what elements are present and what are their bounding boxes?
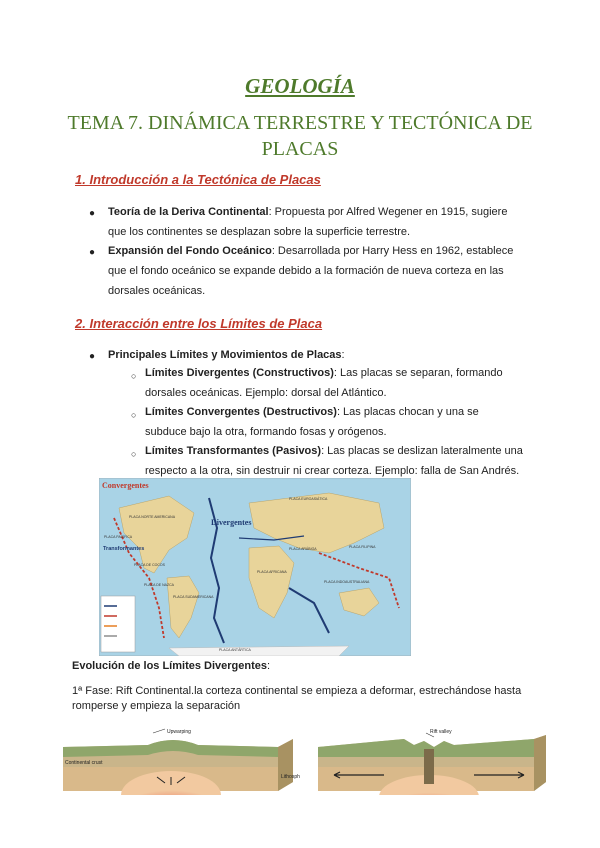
rift-fault bbox=[424, 749, 434, 784]
plate-label: PLACA SUDAMERICANA bbox=[173, 595, 214, 599]
antarctica-shape bbox=[169, 646, 349, 656]
label-pointer bbox=[153, 729, 165, 733]
list-item-term: Principales Límites y Movimientos de Placas bbox=[108, 349, 342, 361]
list-item-term: Teoría de la Deriva Continental bbox=[108, 206, 269, 218]
phase-1-text: 1ª Fase: Rift Continental.la corteza continental se empieza a deformar, estrechándose hasta romperse y empieza la separación bbox=[72, 685, 522, 712]
sub-bullet-circle: ○ bbox=[131, 371, 137, 381]
list-item-term: Expansión del Fondo Oceánico bbox=[108, 245, 272, 257]
plate-label: PLACA DE NAZCA bbox=[144, 583, 174, 587]
list-item bbox=[108, 241, 523, 301]
list-item-text: : Propuesta por Alfred Wegener en 1915, sugiere que los continentes se desplazan sobre la superficie terrestre. bbox=[108, 206, 508, 238]
plate-label: PLACA FILIPINA bbox=[349, 545, 376, 549]
sub-bullet-circle: ○ bbox=[131, 410, 137, 420]
list-item bbox=[108, 345, 523, 365]
label-rift-valley: Rift valley bbox=[430, 729, 452, 735]
upwarping-diagram bbox=[53, 727, 301, 795]
list-item-text: : Desarrollada por Harry Hess en 1962, establece que el fondo oceánico se expande debido a la formación de nueva corteza en las dorsales oceánicas. bbox=[108, 245, 514, 297]
sub-bullet-circle: ○ bbox=[131, 449, 137, 459]
plate-label: PLACA INDOAUSTRALIANA bbox=[324, 580, 370, 584]
bullet-dot: ● bbox=[89, 208, 96, 219]
list-item-colon: : bbox=[341, 349, 345, 361]
label-upwarping: Upwarping bbox=[167, 729, 191, 735]
label-continental-crust: Continental crust bbox=[65, 760, 103, 766]
evolution-heading bbox=[72, 656, 270, 676]
plate-label: PLACA NORTE AMERICANA bbox=[129, 515, 176, 519]
label-transformantes: Transformantes bbox=[103, 546, 145, 552]
sub-list-item-text: : Las placas chocan y una se subduce bajo la otra, formando fosas y orógenos. bbox=[145, 406, 479, 438]
evolution-heading-colon: : bbox=[267, 660, 271, 672]
label-lithosphere: Lithosph bbox=[281, 774, 300, 780]
plate-label: PLACA ARÁBIGA bbox=[289, 547, 317, 551]
label-divergentes: Divergentes bbox=[211, 518, 252, 527]
plate-label: PLACA DE COCOS bbox=[134, 563, 165, 567]
bullet-dot: ● bbox=[89, 351, 96, 362]
block-side bbox=[278, 739, 293, 791]
plate-label: PLACA PACÍFICA bbox=[104, 535, 133, 539]
plate-label: PLACA AFRICANA bbox=[257, 570, 287, 574]
sub-list-item-term: Límites Convergentes (Destructivos) bbox=[145, 406, 337, 418]
sub-list-item-term: Límites Transformantes (Pasivos) bbox=[145, 445, 322, 457]
plate-label: PLACA ANTÁRTICA bbox=[219, 648, 251, 652]
sub-list-item bbox=[145, 363, 523, 403]
block-side bbox=[534, 735, 546, 791]
list-item bbox=[108, 202, 523, 242]
sub-list-item-term: Límites Divergentes (Constructivos) bbox=[145, 367, 334, 379]
sub-list-item-text: : Las placas se separan, formando dorsales oceánicas. Ejemplo: dorsal del Atlántico. bbox=[145, 367, 503, 399]
document-title: GEOLOGÍA bbox=[245, 74, 355, 98]
map-legend-box bbox=[101, 596, 135, 652]
section-2-heading: 2. Interacción entre los Límites de Placa bbox=[75, 316, 323, 331]
plate-boundaries-map bbox=[99, 478, 411, 656]
evolution-heading-text: Evolución de los Límites Divergentes bbox=[72, 660, 267, 672]
rift-valley-diagram bbox=[314, 727, 550, 795]
section-1-heading: 1. Introducción a la Tectónica de Placas bbox=[75, 172, 321, 187]
label-convergentes: Convergentes bbox=[102, 481, 149, 490]
bullet-dot: ● bbox=[89, 247, 96, 258]
sub-list-item-text: : Las placas se deslizan lateralmente una respecto a la otra, sin destruir ni crear corteza. Ejemplo: falla de San Andrés. bbox=[145, 445, 523, 477]
sub-list-item bbox=[145, 402, 523, 442]
document-subtitle: TEMA 7. DINÁMICA TERRESTRE Y TECTÓNICA DE PLACAS bbox=[67, 112, 533, 160]
sub-list-item bbox=[145, 441, 523, 481]
plate-label: PLACA EUROASIÁTICA bbox=[289, 497, 328, 501]
